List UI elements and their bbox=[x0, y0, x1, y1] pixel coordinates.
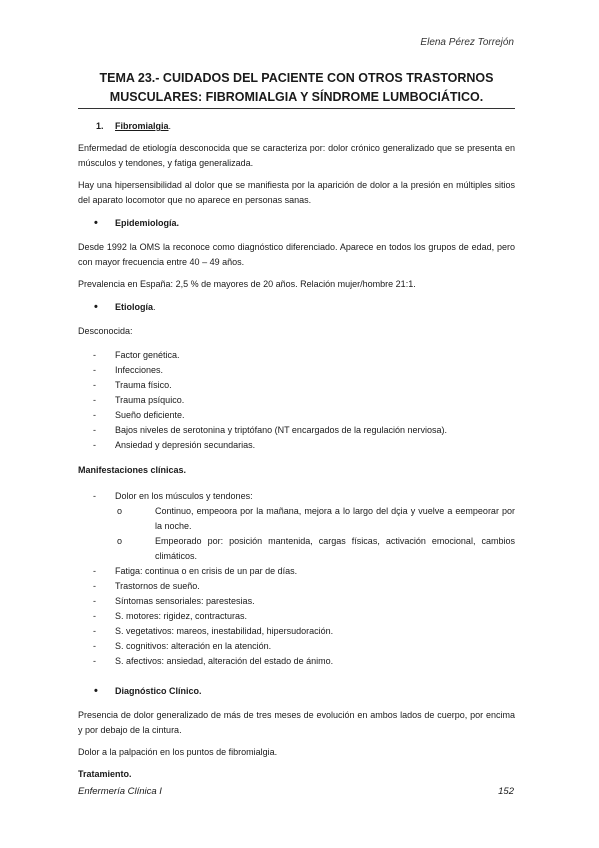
list-item-text: Bajos niveles de serotonina y triptófano (NT encargados de la regulación nerviosa). bbox=[115, 425, 448, 435]
bullet-icon: • bbox=[94, 301, 98, 313]
dash-marker: - bbox=[93, 656, 96, 666]
manifestaciones-list bbox=[78, 489, 515, 669]
etiologia-list bbox=[78, 348, 515, 453]
list-item-text: S. vegetativos: mareos, inestabilidad, hipersudoración. bbox=[115, 626, 334, 636]
list-item bbox=[78, 423, 515, 438]
list-item-text: S. cognitivos: alteración en la atención. bbox=[115, 641, 272, 651]
list-item-text: Dolor en los músculos y tendones: bbox=[115, 491, 253, 501]
sub-list-item-text: Continuo, empeoora por la mañana, mejora a lo largo del dçia y vuelve a eempeorar por la noche. bbox=[155, 506, 515, 531]
dolor-sub-list bbox=[115, 504, 515, 564]
paragraph-prevalencia: Prevalencia en España: 2,5 % de mayores de 20 años. Relación mujer/hombre 21:1. bbox=[78, 279, 416, 289]
list-item bbox=[78, 363, 515, 378]
list-item bbox=[78, 624, 515, 639]
list-item-text: Trauma psíquico. bbox=[115, 395, 185, 405]
subheading-diagnostico bbox=[94, 684, 515, 699]
list-item-text: S. motores: rigidez, contracturas. bbox=[115, 611, 248, 621]
section-heading-fibromialgia bbox=[96, 119, 515, 134]
dash-marker: - bbox=[93, 380, 96, 390]
subheading-etiologia bbox=[94, 300, 515, 315]
list-item bbox=[78, 348, 515, 363]
list-item bbox=[78, 609, 515, 624]
list-item-text: Sueño deficiente. bbox=[115, 410, 185, 420]
subheading-tratamiento: Tratamiento. bbox=[78, 769, 132, 779]
paragraph-desconocida: Desconocida: bbox=[78, 326, 133, 336]
paragraph-palpacion: Dolor a la palpación en los puntos de fibromialgia. bbox=[78, 747, 278, 757]
paragraph-oms: Desde 1992 la OMS la reconoce como diagnóstico diferenciado. Aparece en todos los grupos de edad, pero con mayor frecuencia entre 40 – 49 años. bbox=[78, 242, 515, 267]
section-heading-suffix: . bbox=[168, 121, 172, 131]
dash-marker: - bbox=[93, 491, 96, 501]
list-item-text: S. afectivos: ansiedad, alteración del estado de ánimo. bbox=[115, 656, 334, 666]
title-line-1: TEMA 23.- CUIDADOS DEL PACIENTE CON OTROS TRASTORNOS bbox=[99, 71, 494, 85]
section-number: 1. bbox=[96, 121, 104, 131]
circle-bullet-icon: o bbox=[117, 506, 123, 516]
page-number: 152 bbox=[498, 786, 514, 797]
dash-marker: - bbox=[93, 596, 96, 606]
dash-marker: - bbox=[93, 641, 96, 651]
title-divider bbox=[78, 108, 515, 109]
subheading-suffix: . bbox=[153, 302, 156, 312]
dash-marker: - bbox=[93, 581, 96, 591]
list-item bbox=[78, 639, 515, 654]
list-item-text: Infecciones. bbox=[115, 365, 164, 375]
paragraph-definition: Enfermedad de etiología desconocida que se caracteriza por: dolor crónico generalizado que se presenta en músculos y tendones, y fatiga generalizada. bbox=[78, 143, 515, 168]
list-item-text: Ansiedad y depresión secundarias. bbox=[115, 440, 256, 450]
dash-marker: - bbox=[93, 365, 96, 375]
sub-list-item-text: Empeorado por: posición mantenida, cargas físicas, activación emocional, cambios climáticos. bbox=[155, 536, 515, 561]
dash-marker: - bbox=[93, 410, 96, 420]
subheading-text: Epidemiología. bbox=[115, 218, 180, 228]
list-item bbox=[78, 579, 515, 594]
dash-marker: - bbox=[93, 611, 96, 621]
list-item bbox=[78, 594, 515, 609]
subheading-text: Etiología bbox=[115, 302, 153, 312]
bullet-icon: • bbox=[94, 217, 98, 229]
bullet-icon: • bbox=[94, 685, 98, 697]
list-item-text: Factor genética. bbox=[115, 350, 180, 360]
subheading-epidemiologia bbox=[94, 216, 515, 231]
section-heading-text: Fibromialgia bbox=[115, 121, 169, 131]
subheading-text: Diagnóstico Clínico. bbox=[115, 686, 202, 696]
paragraph-hipersensibilidad: Hay una hipersensibilidad al dolor que se manifiesta por la aparición de dolor a la presión en múltiples sitios del aparato locomotor que no aparece en personas sanas. bbox=[78, 180, 515, 205]
dash-marker: - bbox=[93, 626, 96, 636]
dash-marker: - bbox=[93, 440, 96, 450]
subheading-manifestaciones: Manifestaciones clínicas. bbox=[78, 465, 187, 475]
sub-list-item bbox=[115, 504, 515, 534]
list-item bbox=[78, 378, 515, 393]
list-item-text: Fatiga: continua o en crisis de un par de días. bbox=[115, 566, 298, 576]
list-item bbox=[78, 408, 515, 423]
list-item-text: Trastornos de sueño. bbox=[115, 581, 200, 591]
author-header: Elena Pérez Torrejón bbox=[420, 37, 514, 48]
list-item bbox=[78, 438, 515, 453]
title-line-2: MUSCULARES: FIBROMIALGIA Y SÍNDROME LUMBOCIÁTICO. bbox=[109, 90, 484, 104]
list-item bbox=[78, 489, 515, 564]
dash-marker: - bbox=[93, 566, 96, 576]
footer-course-title: Enfermería Clínica I bbox=[78, 786, 162, 797]
paragraph-diagnostico: Presencia de dolor generalizado de más de tres meses de evolución en ambos lados de cuerpo, por encima y por debajo de la cintura. bbox=[78, 710, 515, 735]
dash-marker: - bbox=[93, 350, 96, 360]
list-item bbox=[78, 393, 515, 408]
list-item-text: Trauma físico. bbox=[115, 380, 172, 390]
page-title bbox=[78, 69, 515, 107]
dash-marker: - bbox=[93, 395, 96, 405]
list-item-text: Síntomas sensoriales: parestesias. bbox=[115, 596, 255, 606]
document-body bbox=[78, 115, 515, 793]
list-item bbox=[78, 654, 515, 669]
dash-marker: - bbox=[93, 425, 96, 435]
circle-bullet-icon: o bbox=[117, 536, 123, 546]
sub-list-item bbox=[115, 534, 515, 564]
list-item bbox=[78, 564, 515, 579]
